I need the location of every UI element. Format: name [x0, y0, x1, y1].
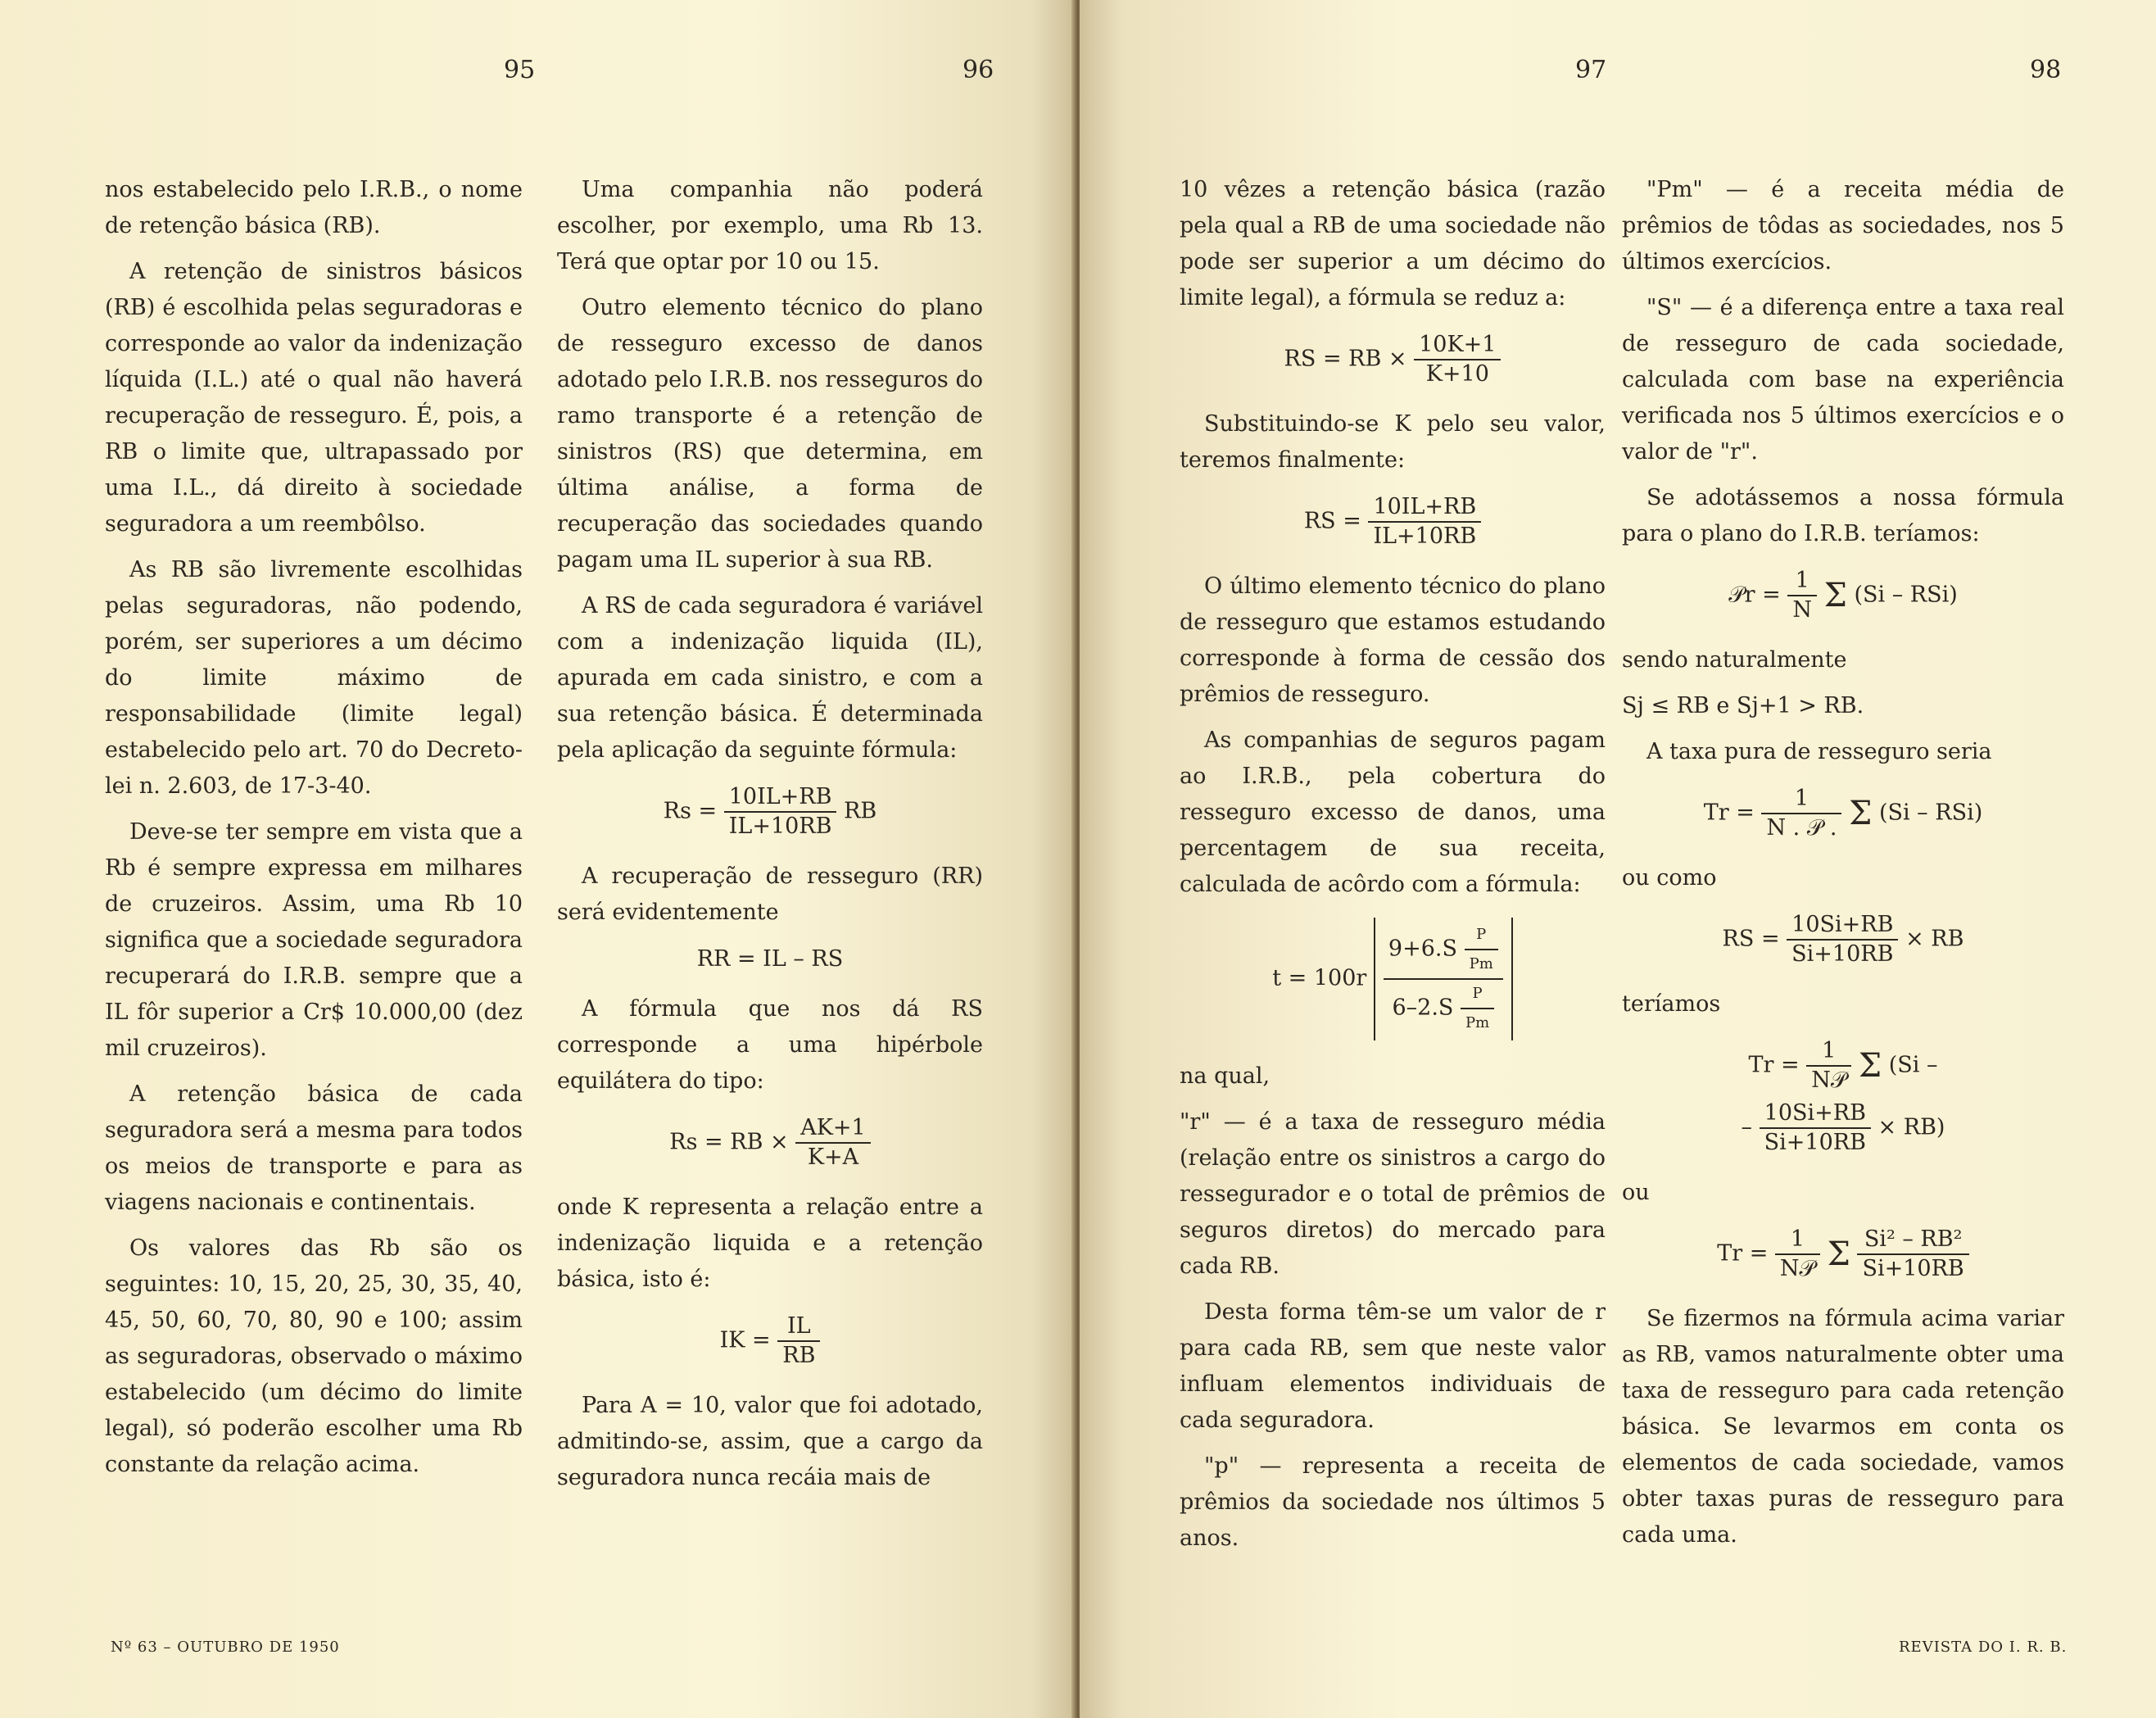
paragraph: O último elemento técnico do plano de resseguro que estamos estudando corresponde à forma de cessão dos prêmios de resseguro.	[1180, 573, 1606, 707]
denominator: K+A	[807, 1145, 859, 1170]
formula-pr	[1622, 567, 2064, 624]
formula-tr-expanded-cont	[1622, 1099, 2064, 1157]
fraction	[1414, 331, 1501, 388]
paragraph: Se fizermos na fórmula acima variar as RB, vamos naturalmente obter uma taxa de resseguro para cada retenção básica. Se levarmos em conta os elementos de cada sociedade, vamos obter taxas puras de resseguro para cada uma.	[1622, 1306, 2064, 1548]
paragraph: ou como	[1622, 865, 1717, 891]
formula-hyperbola	[557, 1114, 983, 1172]
paragraph: Uma companhia não poderá escolher, por exemplo, uma Rb 13. Terá que optar por 10 ou 15.	[557, 177, 983, 274]
formula-lhs: Tr =	[1703, 800, 1755, 826]
fraction	[1806, 1037, 1851, 1095]
paragraph: Para A = 10, valor que foi adotado, admitindo-se, assim, que a cargo da seguradora nunca recáia mais de	[557, 1393, 983, 1490]
footer-issue: Nº 63 – OUTUBRO DE 1950	[111, 1639, 340, 1656]
fraction	[1461, 980, 1494, 1037]
denominator: IL+10RB	[1373, 524, 1477, 549]
column-98	[1622, 172, 2064, 1563]
minus-sign: –	[1741, 1114, 1753, 1140]
formula-rhs: RB	[844, 798, 877, 824]
numerator: 10K+1	[1414, 331, 1501, 360]
formula-term: (Si – RSi)	[1854, 582, 1958, 608]
numerator: 10Si+RB	[1787, 911, 1898, 941]
numerator: 10IL+RB	[1368, 493, 1481, 523]
paragraph: 10 vêzes a retenção básica (razão pela qual a RB de uma sociedade não pode ser superior a um décimo do limite legal), a fórmula se reduz a:	[1180, 177, 1606, 311]
paragraph: A retenção de sinistros básicos (RB) é escolhida pelas seguradoras e corresponde ao valor da indenização líquida (I.L.) até o qual não haverá recuperação de resseguro. É, pois, a RB o limite que, ultrapassado por uma I.L., dá direito à sociedade seguradora a um reembôlso.	[105, 259, 523, 537]
formula-lhs: Tr =	[1748, 1052, 1800, 1078]
denominator: RB	[782, 1343, 816, 1368]
denominator: Si+10RB	[1791, 941, 1894, 967]
formula-tr	[1622, 785, 2064, 842]
formula-lhs: RS =	[1722, 926, 1780, 952]
sigma-icon: Σ	[1849, 795, 1873, 832]
numerator: Si² – RB²	[1857, 1226, 1968, 1255]
formula-rr: RR = IL – RS	[696, 946, 844, 972]
right-page	[1080, 0, 2156, 1718]
denominator: N . 𝒫 .	[1766, 815, 1837, 841]
formula-rs-si	[1622, 911, 2064, 968]
fraction	[1787, 567, 1817, 624]
formula-lhs: IK =	[719, 1327, 771, 1353]
denominator: K+10	[1425, 361, 1489, 387]
term: 6–2.S	[1392, 995, 1454, 1021]
page-number-98: 98	[2030, 56, 2062, 84]
formula-t	[1180, 918, 1606, 1040]
formula-lhs: t = 100r	[1272, 965, 1367, 991]
term: 9+6.S	[1388, 936, 1457, 962]
paragraph: nos estabelecido pelo I.R.B., o nome de retenção básica (RB).	[105, 177, 523, 238]
sigma-icon: Σ	[1858, 1047, 1882, 1085]
formula-tr-squared	[1622, 1226, 2064, 1283]
paragraph: onde K representa a relação entre a indenização liquida e a retenção básica, isto é:	[557, 1194, 983, 1292]
paragraph: Outro elemento técnico do plano de resseguro excesso de danos adotado pelo I.R.B. nos resseguros do ramo transporte é a retenção de sinistros (RS) que determina, em última análise, a forma de recuperação das sociedades quando pagam uma IL superior à sua RB.	[557, 295, 983, 573]
fraction	[777, 1312, 820, 1370]
denominator: N𝒫	[1811, 1068, 1847, 1093]
formula-rhs: × RB)	[1877, 1114, 1945, 1140]
paragraph: ou	[1622, 1180, 1650, 1205]
paragraph: A taxa pura de resseguro seria	[1646, 739, 1992, 764]
paragraph: A retenção básica de cada seguradora será a mesma para todos os meios de transporte e para as viagens nacionais e continentais.	[105, 1081, 523, 1215]
page-number-96: 96	[962, 56, 994, 84]
denominator: N𝒫	[1779, 1256, 1816, 1281]
denominator: N	[1792, 597, 1812, 623]
fraction	[724, 783, 837, 841]
numerator: 10IL+RB	[724, 783, 837, 813]
left-page	[0, 0, 1075, 1718]
fraction	[1787, 911, 1898, 968]
paragraph: sendo naturalmente	[1622, 647, 1847, 673]
numerator: 10Si+RB	[1760, 1099, 1871, 1129]
fraction	[1761, 785, 1841, 842]
column-95	[105, 172, 523, 1493]
column-97	[1180, 172, 1606, 1566]
paragraph: "r" — é a taxa de resseguro média (relação entre os sinistros a cargo do ressegurador e o total de prêmios de seguros diretos) do mercado para cada RB.	[1180, 1109, 1606, 1279]
footer-journal: REVISTA DO I. R. B.	[1899, 1639, 2068, 1656]
formula-term: (Si –	[1888, 1052, 1938, 1078]
paragraph: Substituindo-se K pelo seu valor, teremos finalmente:	[1180, 411, 1606, 473]
denominator: Si+10RB	[1764, 1130, 1866, 1155]
formula-rs-final	[1180, 493, 1606, 551]
fraction	[795, 1114, 870, 1172]
formula-term: (Si – RSi)	[1878, 800, 1983, 826]
numerator: 1	[1806, 1037, 1851, 1067]
sigma-icon: Σ	[1827, 1235, 1850, 1273]
fraction	[1384, 921, 1503, 1037]
fraction	[1760, 1099, 1871, 1157]
paragraph: Desta forma têm-se um valor de r para cada RB, sem que neste valor influam elementos individuais de cada seguradora.	[1180, 1299, 1606, 1433]
paragraph: A RS de cada seguradora é variável com a indenização liquida (IL), apurada em cada sinistro, e com a sua retenção básica. É determinada pela aplicação da seguinte fórmula:	[557, 593, 983, 763]
denominator: IL+10RB	[728, 814, 832, 839]
numerator: AK+1	[795, 1114, 870, 1144]
page-number-97: 97	[1575, 56, 1607, 84]
denominator: Pm	[1465, 1014, 1490, 1031]
formula-tr-expanded	[1622, 1037, 2064, 1095]
denominator	[1384, 980, 1503, 1037]
formula-bracket	[1374, 918, 1513, 1040]
paragraph: Se adotássemos a nossa fórmula para o plano do I.R.B. teríamos:	[1622, 485, 2064, 546]
numerator: 1	[1761, 785, 1841, 814]
paragraph: As RB são livremente escolhidas pelas seguradoras, não podendo, porém, ser superiores a um décimo do limite máximo de responsabilidade (limite legal) estabelecido pelo art. 70 do Decreto-lei n. 2.603, de 17-3-40.	[105, 557, 523, 799]
paragraph: Sj ≤ RB e Sj+1 > RB.	[1622, 693, 1864, 718]
formula-lhs: Rs =	[663, 798, 718, 824]
paragraph: A fórmula que nos dá RS corresponde a uma hipérbole equilátera do tipo:	[557, 996, 983, 1094]
paragraph: "Pm" — é a receita média de prêmios de tôdas as sociedades, nos 5 últimos exercícios.	[1622, 177, 2064, 274]
numerator: IL	[777, 1312, 820, 1342]
formula-rs	[557, 783, 983, 841]
formula-rhs: × RB	[1905, 926, 1964, 952]
paragraph: Deve-se ter sempre em vista que a Rb é sempre expressa em milhares de cruzeiros. Assim, uma Rb 10 significa que a sociedade seguradora recuperará do I.R.B. sempre que a IL fôr superior a Cr$ 10.000,00 (dez mil cruzeiros).	[105, 819, 523, 1061]
paragraph: "p" — representa a receita de prêmios da sociedade nos últimos 5 anos.	[1180, 1453, 1606, 1551]
column-96	[557, 172, 983, 1506]
numerator: 1	[1787, 567, 1817, 596]
fraction	[1775, 1226, 1820, 1283]
formula-rs-k	[1180, 331, 1606, 388]
formula-ik	[557, 1312, 983, 1370]
formula-lhs: Rs = RB ×	[669, 1129, 789, 1155]
paragraph: Os valores das Rb são os seguintes: 10, 15, 20, 25, 30, 35, 40, 45, 50, 60, 70, 80, 90 e 100; assim as seguradoras, observado o máximo estabelecido (um décimo do limite legal), só poderão escolher uma Rb constante da relação acima.	[105, 1235, 523, 1477]
paragraph: teríamos	[1622, 991, 1721, 1017]
fraction	[1465, 921, 1498, 978]
numerator: P	[1465, 921, 1498, 950]
formula-lhs: RS =	[1303, 508, 1361, 534]
denominator: Pm	[1469, 955, 1493, 972]
numerator	[1384, 921, 1503, 980]
formula-lhs: 𝒫r =	[1728, 582, 1781, 608]
formula-lhs: Tr =	[1717, 1240, 1769, 1267]
numerator: 1	[1775, 1226, 1820, 1255]
denominator: Si+10RB	[1862, 1256, 1964, 1281]
fraction	[1857, 1226, 1968, 1283]
paragraph: A recuperação de resseguro (RR) será evidentemente	[557, 864, 983, 925]
paragraph: "S" — é a diferença entre a taxa real de resseguro de cada sociedade, calculada com base na experiência verificada nos 5 últimos exercícios e o valor de "r".	[1622, 295, 2064, 465]
fraction	[1368, 493, 1481, 551]
numerator: P	[1461, 980, 1494, 1009]
paragraph: na qual,	[1180, 1063, 1270, 1089]
sigma-icon: Σ	[1823, 577, 1847, 614]
formula-lhs: RS = RB ×	[1284, 346, 1407, 372]
page-number-95: 95	[504, 56, 536, 84]
paragraph: As companhias de seguros pagam ao I.R.B., pela cobertura do resseguro excesso de danos, uma percentagem de sua receita, calculada de acôrdo com a fórmula:	[1180, 728, 1606, 897]
